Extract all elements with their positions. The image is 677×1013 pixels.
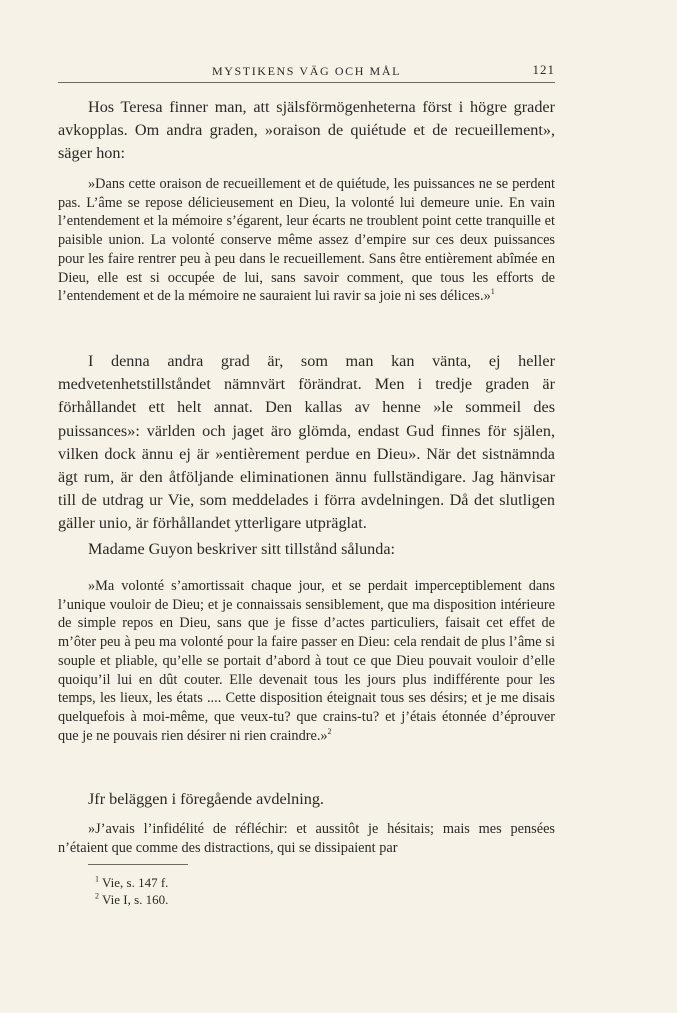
paragraph-teresa-intro: Hos Teresa finner man, att själsförmögenheterna först i högre grader avkopplas. Om andra graden, »oraison de quiétude et de recueillement», säger hon: xyxy=(58,98,555,163)
footnote-1: $^1$ Vie, s. 147 f. xyxy=(95,874,169,890)
page-header xyxy=(58,62,555,82)
quote-teresa: »Dans cette oraison de recueillement et de quiétude, les puissances ne se perdent pas. L’âme se repose délicieusement en Dieu, la volonté lui demeure unie. En vain l’entendement et la mémoire s’égarent, leur écarts ne troublent point cette tranquille et paisible union. La volonté conserve même assez d’empire sur ces deux puissances pour les faire rentrer peu à peu dans le recueillement. Sans être entièrement abîmée en Dieu, elle est si occupée de lui, sans savoir comment, que tous les efforts de l’entendement et de la mémoire ne sauraient lui ravir sa joie ni ses délices.»$^1$ xyxy=(58,176,555,305)
running-title: MYSTIKENS VÄG OCH MÅL xyxy=(211,64,402,78)
paragraph-cross-reference: Jfr beläggen i föregående avdelning. xyxy=(88,790,324,808)
footnotes xyxy=(95,874,168,908)
quote-guyon: »Ma volonté s’amortissait chaque jour, et se perdait imperceptiblement dans l’unique vouloir de Dieu; et je connaissais sensiblement, que ma disposition intérieure de simple repos en Dieu, sans que je fisse d’actes particuliers, faisait cet effet de m’ôter peu à peu ma volonté pour la faire passer en Dieu: cela rendait de plus l’âme si souple et pliable, qu’elle se portait d’abord à tout ce que Dieu pouvait vouloir d’elle quoiqu’il lui en dût couter. Elle devenait tous les jours plus indifférente pour les temps, les lieux, les états .... Cette disposition éteignait tous ses désirs; et je me disais quelquefois à moi-même, que veux-tu? que crains-tu? et j’étais étonnée d’éprouver que je ne pouvais rien désirer ni rien craindre.»$^2$ xyxy=(58,578,555,744)
footnote-rule xyxy=(88,864,188,865)
footnote-ref-1: 1 xyxy=(490,287,495,297)
paragraph-guyon-intro: Madame Guyon beskriver sitt tillstånd sålunda: xyxy=(88,540,396,558)
footnote-2: $^2$ Vie I, s. 160. xyxy=(95,891,169,907)
page-number: 121 xyxy=(532,62,555,77)
paragraph-third-degree: I denna andra grad är, som man kan vänta, ej heller medvetenhetstillståndet nämnvärt förändrat. Men i tredje graden är förhållandet ett helt annat. Den kallas av henne »le sommeil des puissances»: världen och jaget äro glömda, endast Gud finnes för själen, vilken dock ännu ej är »entièrement perdue en Dieu». När det sistnämnda ägt rum, är den åtföljande eliminationen ännu fullständigare. Jag hänvisar till de utdrag ur Vie, som meddelades i förra avdelningen. Då det slutligen gäller unio, är förhållandet ytterligare utpräglat. xyxy=(58,352,555,533)
footnote-ref-2: 2 xyxy=(327,726,332,736)
quote-guyon-continued: »J’avais l’infidélité de réfléchir: et aussitôt je hésitais; mais mes pensées n’étaient que comme des distractions, qui se dissipaient par xyxy=(58,821,555,856)
header-rule xyxy=(58,82,555,83)
